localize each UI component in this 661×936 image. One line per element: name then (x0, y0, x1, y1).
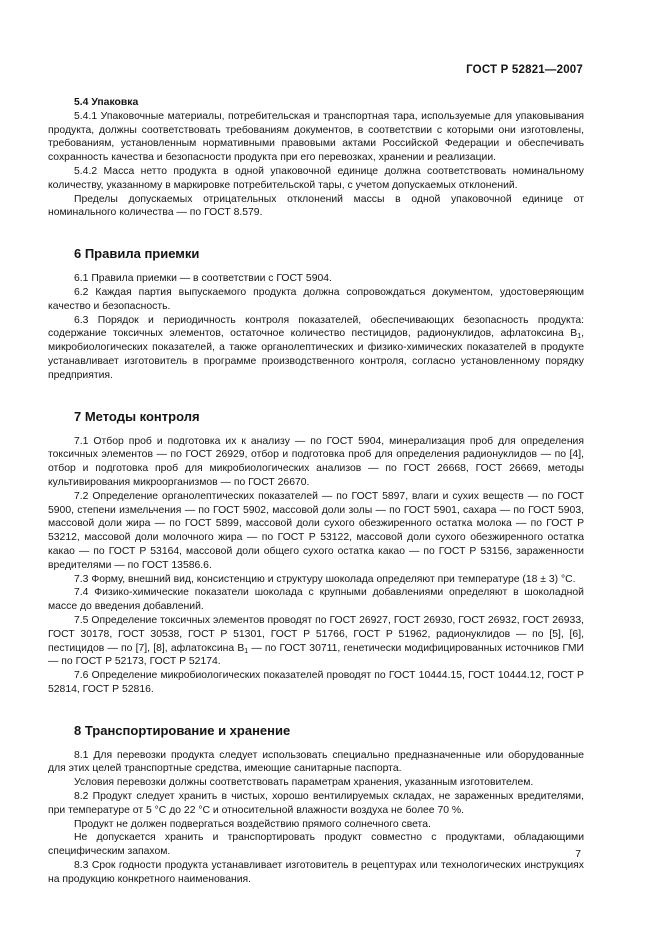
subscript-1: 1 (244, 647, 249, 655)
paragraph-7-6: 7.6 Определение микробиологических показателей проводят по ГОСТ 10444.15, ГОСТ 10444.12, ГОСТ Р 52814, ГОСТ Р 52816. (48, 670, 584, 695)
paragraph-6-3-part-a: 6.3 Порядок и периодичность контроля показателей, обеспечивающих безопасность продукта: содержание токсичных элементов, остаточное количество пестицидов, радионуклидов, афлатоксина В (48, 314, 584, 340)
paragraph-8-2-light: Продукт не должен подвергаться воздействию прямого солнечного света. (74, 818, 431, 830)
document-header: ГОСТ Р 52821—2007 (466, 64, 583, 76)
paragraph-7-5 (48, 614, 584, 669)
section-8-heading: 8 Транспортирование и хранение (74, 722, 291, 738)
paragraph-6-3 (48, 314, 584, 383)
paragraph-6-1: 6.1 Правила приемки — в соответствии с ГОСТ 5904. (74, 273, 332, 285)
paragraph-7-2: 7.2 Определение органолептических показателей — по ГОСТ 5897, влаги и сухих веществ — по ГОСТ 5900, степени измельчения — по ГОСТ 5902, массовой доли золы — по ГОСТ 5901, сахара — по ГОСТ 5903, массовой доли жира — по ГОСТ 5899, массовой доли сухого обезжиренного остатка молока — по ГОСТ Р 53212, массовой доли молочного жира — по ГОСТ Р 53122, массовой доли сухого обезжиренного остатка какао — по ГОСТ Р 53164, массовой доли общего сухого остатка какао — по ГОСТ Р 53156, зараженности вредителями — по ГОСТ 13586.6. (48, 490, 584, 571)
subscript-1: 1 (577, 333, 582, 341)
paragraph-6-2: 6.2 Каждая партия выпускаемого продукта должна сопровождаться документом, удостоверяющим качество и безопасность. (48, 286, 584, 312)
section-6-heading: 6 Правила приемки (74, 246, 200, 262)
paragraph-8-1-conditions: Условия перевозки должны соответствовать параметрам хранения, указанным изготовителем. (74, 777, 534, 789)
paragraph-5-4-2: 5.4.2 Масса нетто продукта в одной упаковочной единице должна соответствовать номинальному количеству, указанному в маркировке потребительской тары, с учетом допускаемых отклонений. (48, 165, 584, 191)
paragraph-7-5-part-b: — по ГОСТ 30711, генетически модифицированных источников ГМИ — по ГОСТ Р 52173, ГОСТ Р 52174. (48, 642, 584, 668)
paragraph-7-1: 7.1 Отбор проб и подготовка их к анализу — по ГОСТ 5904, минерализация проб для определения токсичных элементов — по ГОСТ 26929, отбор и подготовка проб для определения радионуклидов — по [4], отбор и подготовка проб для микробиологических анализов — по ГОСТ 26668, ГОСТ 26669, методы культивирования микроорганизмов — по ГОСТ 26670. (48, 435, 584, 488)
paragraph-7-3: 7.3 Форму, внешний вид, консистенцию и структуру шоколада определяют при температуре (18 ± 3) °С. (74, 573, 576, 585)
page-number: 7 (575, 849, 581, 860)
document-body (48, 96, 584, 887)
paragraph-5-4-1: 5.4.1 Упаковочные материалы, потребительская и транспортная тара, используемые для упаковывания продукта, должны соответствовать требованиям документов, в соответствии с которыми они изготовлены, требованиям, установленным нормативными правовыми актами Российской Федерации и обеспечивать сохранность качества и безопасности продукта при его перевозках, хранении и реализации. (48, 110, 584, 164)
paragraph-7-4: 7.4 Физико-химические показатели шоколада с крупными добавлениями определяют в шоколадной массе до введения добавлений. (48, 587, 584, 613)
section-5-4-heading: 5.4 Упаковка (74, 97, 139, 108)
section-7-heading: 7 Методы контроля (74, 408, 200, 424)
paragraph-8-3: 8.3 Срок годности продукта устанавливает изготовитель в рецептурах или технологических инструкциях на продукцию конкретного наименования. (48, 860, 584, 885)
paragraph-6-3-part-b: , микробиологических показателей, а также органолептических и физико-химических показателей в продукте устанавливает изготовитель в программе производственного контроля, согласно установленному порядку предприятия. (48, 328, 584, 381)
paragraph-8-1: 8.1 Для перевозки продукта следует использовать специально предназначенные или оборудованные для этих целей транспортные средства, имеющие санитарные паспорта. (48, 749, 584, 775)
paragraph-8-2-odor: Не допускается хранить и транспортировать продукт совместно с продуктами, обладающими специфическим запахом. (48, 832, 584, 858)
paragraph-7-5-part-a: 7.5 Определение токсичных элементов проводят по ГОСТ 26927, ГОСТ 26930, ГОСТ 26932, ГОСТ 26933, ГОСТ 30178, ГОСТ 30538, ГОСТ Р 51301, ГОСТ Р 51766, ГОСТ Р 51962, радионуклидов — по [5], [6], пестицидов — по [7], [8], афлатоксина В (48, 614, 584, 654)
paragraph-5-4-2-limits: Пределы допускаемых отрицательных отклонений массы в одной упаковочной единице от номинального количества — по ГОСТ 8.579. (48, 193, 584, 219)
paragraph-8-2: 8.2 Продукт следует хранить в чистых, хорошо вентилируемых складах, не зараженных вредителями, при температуре от 5 °С до 22 °С и относительной влажности воздуха не более 70 %. (48, 791, 584, 816)
